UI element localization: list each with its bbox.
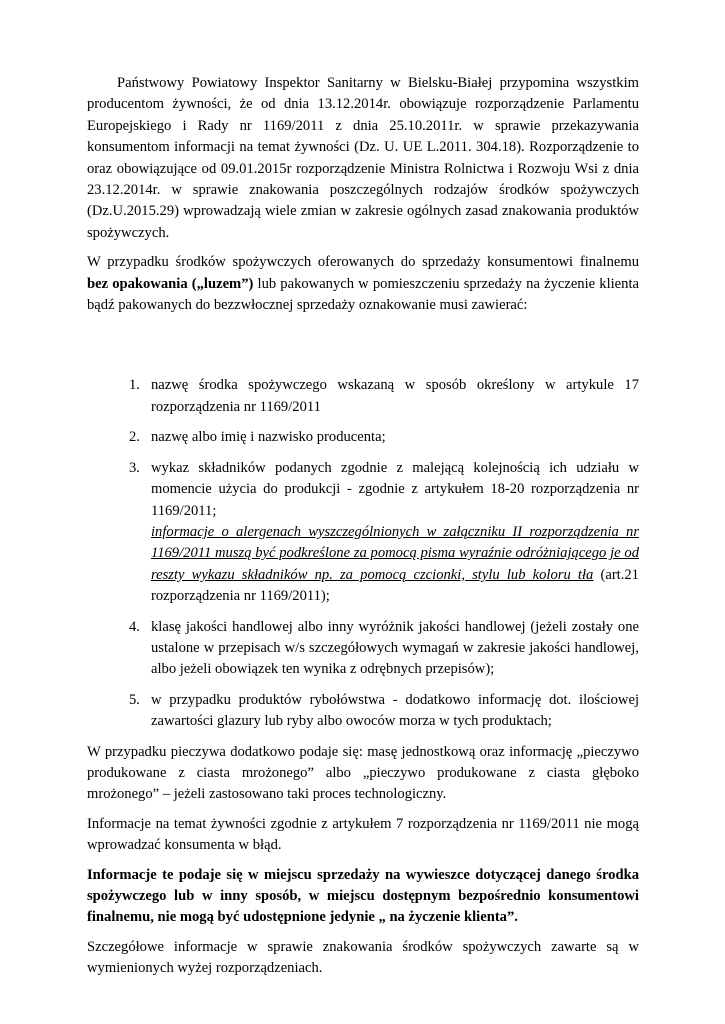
allergen-note-tail: (art.21 rozporządzenia nr 1169/2011); — [151, 566, 639, 605]
list-item-text: nazwę środka spożywczego wskazaną w sposób określony w artykule 17 rozporządzenia nr 1169/2011 — [151, 377, 639, 415]
allergen-note: informacje o alergenach wyszczególnionych w załączniku II rozporządzenia nr 1169/2011 muszą być podkreślone za pomocą pisma wyraźnie odróżniającego je od reszty wykazu składników np. za pomocą czcionki, stylu lub koloru tła — [151, 523, 639, 583]
list-item-number: 1. — [129, 377, 140, 394]
list-item-text: w przypadku produktów rybołówstwa - dodatkowo informację dot. ilościowej zawartości glazury lub ryby albo owoców morza w tych produktach; — [151, 691, 639, 730]
closing-paragraph: Szczegółowe informacje w sprawie znakowania środków spożywczych zawarte są w wymienionych wyżej rozporządzeniach. — [87, 938, 639, 977]
misleading-paragraph: Informacje na temat żywności zgodnie z artykułem 7 rozporządzenia nr 1169/2011 nie mogą wprowadzać konsumenta w błąd. — [87, 815, 639, 854]
list-item — [87, 690, 639, 733]
scope-paragraph — [87, 252, 639, 316]
document-page — [87, 73, 639, 980]
bread-paragraph: W przypadku pieczywa dodatkowo podaje się: masę jednostkową oraz informację „pieczywo produkowane z ciasta mrożonego” albo „pieczywo produkowane z ciasta głęboko mrożonego” – jeżeli zastosowano taki proces technologiczny. — [87, 743, 639, 803]
list-item-number: 4. — [129, 618, 140, 635]
list-item-text: nazwę albo imię i nazwisko producenta; — [151, 429, 386, 446]
list-item-number: 5. — [129, 691, 140, 708]
list-item-number: 2. — [129, 429, 140, 446]
list-item — [87, 375, 639, 418]
list-item — [87, 617, 639, 681]
scope-bold: bez opakowania („luzem”) — [87, 275, 254, 292]
list-item — [87, 458, 639, 608]
intro-paragraph: Państwowy Powiatowy Inspektor Sanitarny w Bielsku-Białej przypomina wszystkim producentom żywności, że od dnia 13.12.2014r. obowiązuje rozporządzenie Parlamentu Europejskiego i Rady nr 1169/2011 z dnia 25.10.2011r. w sprawie przekazywania konsumentom informacji na temat żywności (Dz. U. UE L.2011. 304.18). Rozporządzenie to oraz obowiązujące od 09.01.2015r rozporządzenie Ministra Rolnictwa i Rozwoju Wsi z dnia 23.12.2014r. w sprawie znakowania poszczególnych rodzajów środków spożywczych (Dz.U.2015.29) wprowadzają wiele zmian w zakresie ogólnych zasad znakowania produktów spożywczych. — [87, 75, 639, 241]
placement-paragraph: Informacje te podaje się w miejscu sprzedaży na wywieszce dotyczącej danego środka spożywczego lub w inny sposób, w miejscu dostępnym bezpośrednio konsumentowi finalnemu, nie mogą być udostępnione jedynie „ na życzenie klienta”. — [87, 866, 639, 926]
list-item-number: 3. — [129, 459, 140, 476]
list-item-text: wykaz składników podanych zgodnie z malejącą kolejnością ich udziału w momencie użycia do produkcji - zgodnie z artykułem 18-20 rozporządzenia nr 1169/2011; — [151, 459, 639, 519]
scope-intro: W przypadku środków spożywczych oferowanych do sprzedaży konsumentowi finalnemu — [87, 254, 639, 271]
requirements-list — [87, 375, 639, 732]
scope-rest: lub pakowanych w pomieszczeniu sprzedaży na życzenie klienta bądź pakowanych do bezzwłocznej sprzedaży oznakowanie musi zawierać: — [87, 275, 639, 314]
list-item-text: klasę jakości handlowej albo inny wyróżnik jakości handlowej (jeżeli zostały one ustalone w przepisach w/s szczegółowych wymagań w zakresie jakości handlowej, albo jeżeli obowiązek ten wynika z odrębnych przepisów); — [151, 618, 639, 678]
list-item — [87, 427, 639, 448]
